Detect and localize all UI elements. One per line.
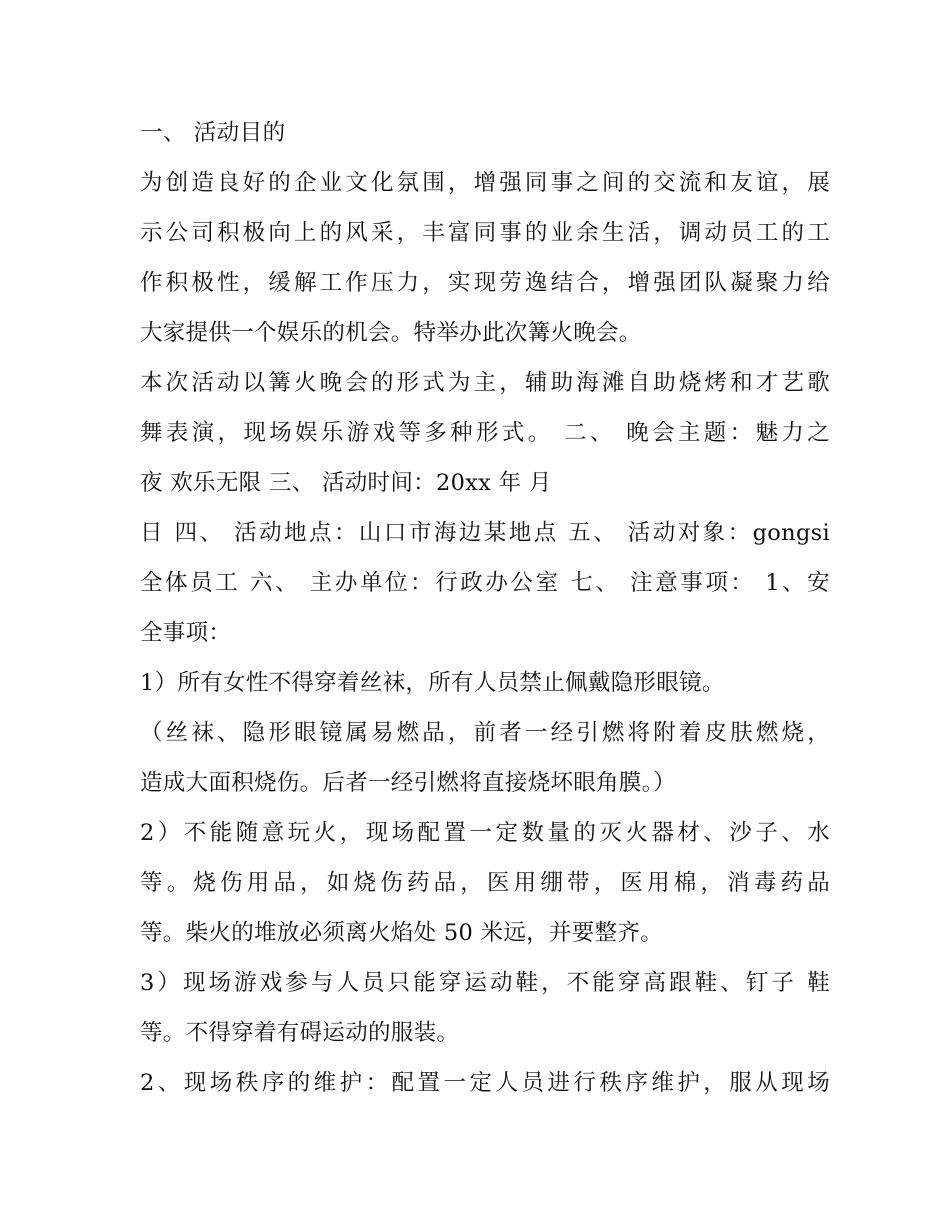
paragraph-line: 舞表演，现场娱乐游戏等多种形式。 二、 晚会主题：魅力之 xyxy=(140,420,830,446)
paragraph-line: 示公司积极向上的风采，丰富同事的业余生活，调动员工的工 xyxy=(140,220,830,246)
paragraph-line: 1）所有女性不得穿着丝袜，所有人员禁止佩戴隐形眼镜。 xyxy=(140,670,725,696)
paragraph-line: 日 四、 活动地点：山口市海边某地点 五、 活动对象：gongsi xyxy=(140,520,830,546)
document-body xyxy=(140,108,830,1108)
section-heading-purpose: 一、 活动目的 xyxy=(140,120,286,146)
paragraph-line: 等。柴火的堆放必须离火焰处 50 米远，并要整齐。 xyxy=(140,920,663,946)
paragraph-line: 等。烧伤用品，如烧伤药品，医用绷带，医用棉，消毒药品 xyxy=(140,870,830,896)
paragraph-line: 全体员工 六、 主办单位：行政办公室 七、 注意事项： 1、安 xyxy=(140,570,830,596)
paragraph-line: 夜 欢乐无限 三、 活动时间：20xx 年 月 xyxy=(140,470,552,496)
paragraph-line: 大家提供一个娱乐的机会。特举办此次篝火晚会。 xyxy=(140,320,642,346)
paragraph-line: 2、现场秩序的维护：配置一定人员进行秩序维护，服从现场 xyxy=(140,1070,830,1096)
paragraph-line: 等。不得穿着有碍运动的服装。 xyxy=(140,1020,460,1046)
paragraph-line: 3）现场游戏参与人员只能穿运动鞋，不能穿高跟鞋、钉子 鞋 xyxy=(140,970,830,996)
paragraph-line: 作积极性，缓解工作压力，实现劳逸结合，增强团队凝聚力给 xyxy=(140,270,830,296)
paragraph-line: 全事项： xyxy=(140,620,232,646)
paragraph-line: （丝袜、隐形眼镜属易燃品，前者一经引燃将附着皮肤燃烧， xyxy=(140,720,830,746)
paragraph-line: 造成大面积烧伤。后者一经引燃将直接烧坏眼角膜。） xyxy=(140,770,676,796)
paragraph-line: 为创造良好的企业文化氛围，增强同事之间的交流和友谊，展 xyxy=(140,170,830,196)
paragraph-line: 2）不能随意玩火，现场配置一定数量的灭火器材、沙子、水 xyxy=(140,820,830,846)
paragraph-line: 本次活动以篝火晚会的形式为主，辅助海滩自助烧烤和才艺歌 xyxy=(140,370,830,396)
